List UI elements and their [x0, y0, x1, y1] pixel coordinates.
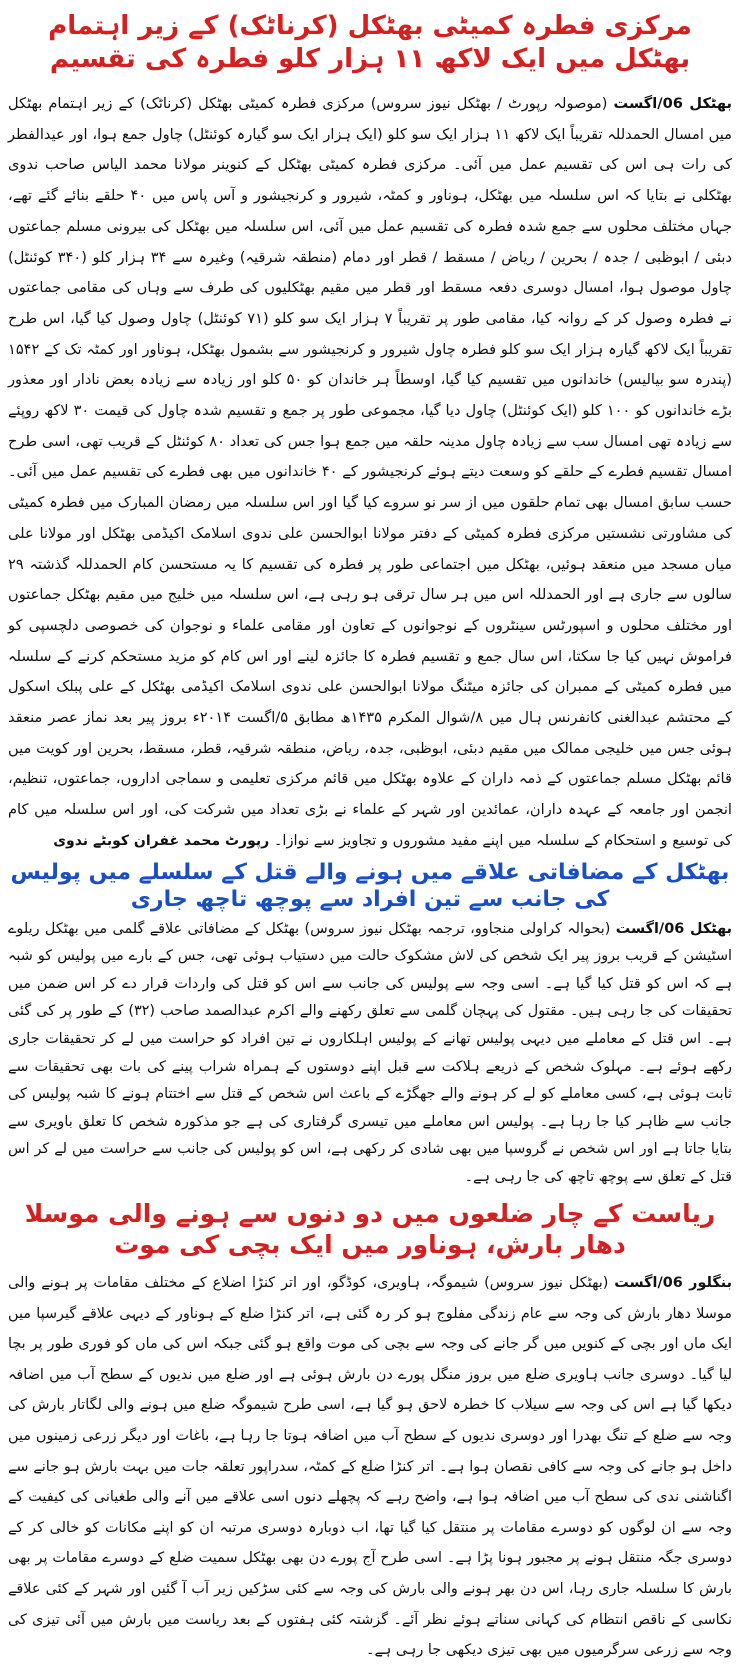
article-reporter-credit: رپورٹ محمد غفران کوبٹے ندوی — [53, 832, 270, 849]
article-body-text: (موصولہ رپورٹ / بھٹکل نیوز سروس) مرکزی فطرہ کمیٹی بھٹکل (کرناٹک) کے زیر اہتمام بھٹکل میں امسال الحمدللہ تقریباً ایک لاکھ ۱۱ ہزار ایک سو کلو (ایک ہزار ایک سو گیارہ کوئنٹل) چاول جمع ہوا، اور عیدالفطر کی رات ہی اس کی تقسیم عمل میں آئی۔ مرکزی فطرہ کمیٹی بھٹکل کے کنوینر مولانا محمد الیاس صاحب ندوی بھٹکلی نے بتایا کہ اس سلسلہ میں بھٹکل، ہوناور و کمٹہ، شیرور و کرنجیشور و آس پاس میں ۴۰ حلقے بنائے گئے تھے، جہاں مختلف محلوں سے جمع شدہ فطرہ کی تقسیم عمل میں آئی، اس سلسلہ میں بھٹکل کی بیرونی مسلم جماعتوں دبئی / ابوظبی / جدہ / بحرین / ریاض / مسقط / قطر اور دمام (منطقہ شرقیہ) وغیرہ سے ۳۴ ہزار کلو (۳۴۰ کوئنٹل) چاول موصول ہوا، امسال دوسری دفعہ مسقط اور قطر میں مقیم بھٹکلیوں کی طرف سے وہاں کی مقامی جماعتوں نے فطرہ وصول کر کے روانہ کیا، مقامی طور پر تقریباً ۷ ہزار ایک سو کلو (۷۱ کوئنٹل) چاول وصول کیا گیا، اس طرح تقریباً ایک لاکھ گیارہ ہزار ایک سو کلو فطرہ چاول شیرور و کرنجیشور سے بشمول بھٹکل، ہوناور اور کمٹہ تک کے ۱۵۴۲ (پندرہ سو بیالیس) خاندانوں میں تقسیم کیا گیا، اوسطاً ہر خاندان کو ۵۰ کلو اور زیادہ سے زیادہ بعض نادار اور معذور بڑے خاندانوں کو ۱۰۰ کلو (ایک کوئنٹل) چاول دیا گیا، مجموعی طور پر جمع و تقسیم شدہ چاول کی قیمت ۳۰ لاکھ روپئے سے زیادہ تھی امسال سب سے زیادہ چاول مدینہ حلقہ میں جمع ہوا جس کی تعداد ۸۰ کوئنٹل کے قریب تھی، اسی طرح امسال تقسیم فطرے کے حلقے کو وسعت دیتے ہوئے کرنجیشور کے ۴۰ خاندانوں میں بھی فطرے کی تقسیم عمل میں آئی۔ حسب سابق امسال بھی تمام حلقوں میں از سر نو سروے کیا گیا اور اس سلسلہ میں رمضان المبارک میں فطرہ کمیٹی کی مشاورتی نشستیں مرکزی فطرہ کمیٹی کے دفتر مولانا ابوالحسن علی ندوی اسلامک اکیڈمی بھٹکل اور مولانا علی میاں مسجد میں منعقد ہوئیں، بھٹکل میں اجتماعی طور پر فطرہ کی تقسیم کا یہ مستحسن کام الحمدللہ گذشتہ ۲۹ سالوں سے جاری ہے اور الحمدللہ اس میں ہر سال ترقی ہو رہی ہے، اس سلسلہ میں خلیج میں مقیم بھٹکل جماعتوں اور مختلف محلوں و اسپورٹس سینٹروں کے نوجوانوں کے تعاون اور مقامی علماء و نوجوان کی خصوصی دلچسپی کو فراموش نہیں کیا جا سکتا، اس سال جمع و تقسیم فطرہ کا جائزہ لینے اور اس کام کو مزید مستحکم کرنے کے سلسلہ میں فطرہ کمیٹی کے ممبران کی جائزہ میٹنگ مولانا ابوالحسن علی ندوی اسلامک اکیڈمی بھٹکل کے علی پبلک اسکول کے محتشم عبدالغنی کانفرنس ہال میں ۸/شوال المکرم ۱۴۳۵ھ مطابق ۵/اگست ۲۰۱۴ء بروز پیر بعد نماز عصر منعقد ہوئی جس میں خلیجی ممالک میں مقیم دبئی، ابوظبی، جدہ، ریاض، منطقہ شرقیہ، قطر، مسقط، بحرین اور کویت میں قائم بھٹکل مسلم جماعتوں کے ذمہ داران کے علاوہ بھٹکل میں قائم مرکزی تعلیمی و سماجی اداروں، جماعتوں، تنظیم، انجمن اور جامعہ کے عہدہ داران، عمائدین اور شہر کے علماء نے بڑی تعداد میں شرکت کی، اور اس سلسلہ میں کام کی توسیع و استحکام کے سلسلہ میں اپنے مفید مشوروں و تجاویز سے نوازا۔ — [8, 95, 733, 849]
article-headline: مرکزی فطرہ کمیٹی بھٹکل (کرناٹک) کے زیر اہتمام بھٹکل میں ایک لاکھ ۱۱ ہزار کلو فطرہ کی تقسیم — [48, 11, 692, 74]
article-fitra-distribution — [8, 4, 732, 857]
article-body — [8, 1268, 732, 1666]
article-body-text: (بھٹکل نیوز سروس) شیموگہ، ہاویری، کوڈگو، اور اتر کنڑا اضلاع کے مختلف مقامات پر ہونے والی موسلا دھار بارش کی وجہ سے عام زندگی مفلوج ہو کر رہ گئی ہے، اتر کنڑا ضلع کے ہوناور کے دیہی علاقے گیرسپا میں ایک ماں اور بچی کے کنویں میں گر جانے کی وجہ سے بچی کی موت واقع ہو گئی جبکہ اس کی ماں کو فوری طور پر بچا لیا گیا۔ دوسری جانب ہاویری ضلع میں بروز منگل پورے دن بارش ہوئی ہے اور ضلع میں ندیوں کے سطح آب میں اضافہ دیکھا گیا ہے اس کی وجہ سے سیلاب کا خطرہ لاحق ہو گیا ہے، اسی طرح شیموگہ ضلع میں ہونے والی لگاتار بارش کی وجہ سے ضلع کے تنگ بھدرا اور دوسری ندیوں کے سطح آب میں اضافہ ہوتا جا رہا ہے، باغات اور دیگر زرعی زمینوں میں داخل ہو جانے کی وجہ سے کافی نقصان ہوا ہے۔ اتر کنڑا ضلع کے کمٹہ، سدراپور تعلقہ جات میں بہت بارش ہو جانے سے اگناشنی ندی کی سطح آب میں اضافہ ہوا ہے، واضح رہے کہ پچھلے دنوں اسی علاقے میں آنے والی طغیانی کی کیفیت کے وجہ سے ان لوگوں کو دوسرے مقامات پر منتقل کیا گیا تھا، اب دوبارہ دوسری مرتبہ ان کو اپنے مکانات کو خالی کر کے دوسری جگہ منتقل ہونے پر مجبور ہونا پڑا ہے۔ اسی طرح آج پورے دن بھی بھٹکل سمیت ضلع کے دوسرے مقامات پر بھی بارش کا سلسلہ جاری رہا، اس دن بھر ہونے والی بارش کی وجہ سے کئی سڑکیں زیر آب آ گئیں اور شہر کے کئی علاقے نکاسی کے ناقص انتظام کی کہانی سناتے ہوئے نظر آئے۔ گزشتہ کئی ہفتوں کے بعد ریاست میں بارش میں آئی تیزی کی وجہ سے زرعی سرگرمیوں میں بھی تیزی دیکھی جا رہی ہے۔ — [8, 1275, 732, 1659]
article-dateline: بنگلور 06/اگست — [614, 1275, 732, 1292]
article-headline: ریاست کے چار ضلعوں میں دو دنوں سے ہونے والی موسلا دھار بارش، ہوناور میں ایک بچی کی موت — [24, 1198, 716, 1259]
article-police-inquiry — [8, 857, 732, 1192]
article-dateline: بھٹکل 06/اگست — [613, 95, 732, 112]
article-heavy-rain — [8, 1192, 732, 1666]
article-body-text: (بحوالہ کراولی منجاوو، ترجمہ بھٹکل نیوز سروس) بھٹکل کے مضافاتی علاقے گلمی میں بھٹکل ریلوے اسٹیشن کے قریب بروز پیر ایک شخص کی لاش مشکوک حالت میں دستیاب ہوئی تھی، جس کے بارے میں پولیس کو شبہ ہے کہ اس کو قتل کیا گیا ہے۔ اسی وجہ سے پولیس کی جانب سے اس کو قتل کی واردات قرار دے کر اس ضمن میں تحقیقات کی جا رہی ہیں۔ مقتول کی پہچان گلمی سے تعلق رکھنے والے اکرم عبدالصمد صاحب (۳۲) کے طور پر کی گئی ہے۔ اس قتل کے معاملے میں دیہی پولیس تھانے کے پولیس اہلکاروں نے تین افراد کو حراست میں لے کر تحقیقات جاری رکھے ہوئے ہے۔ مہلوک شخص کے ذریعے ہلاکت سے قبل اپنے دوستوں کے ہمراہ شراب پینے کی بات بھی تحقیقات سے ثابت ہوئی ہے، کسی معاملے کو لے کر ہونے والے جھگڑے کے باعث اس شخص کے قتل سے اختتام ہونے کا شبہ پولیس کی جانب سے ظاہر کیا جا رہا ہے۔ پولیس اس معاملے میں تیسری گرفتاری کی ہے جو مذکورہ شخص کا تعلق باویری سے بتایا جاتا ہے اور اس شخص نے گروسپا میں بھی شادی کر رکھی ہے، اس کو پولیس کی جانب سے حراست میں لے کر اس قتل کے تعلق سے پوچھ تاچھ کی جا رہی ہے۔ — [8, 920, 732, 1185]
article-headline: بھٹکل کے مضافاتی علاقے میں ہونے والے قتل کے سلسلے میں پولیس کی جانب سے تین افراد سے پوچھ تاچھ جاری — [10, 859, 730, 913]
article-body — [8, 89, 732, 857]
article-dateline: بھٹکل 06/اگست — [615, 920, 732, 937]
article-body — [8, 916, 732, 1192]
